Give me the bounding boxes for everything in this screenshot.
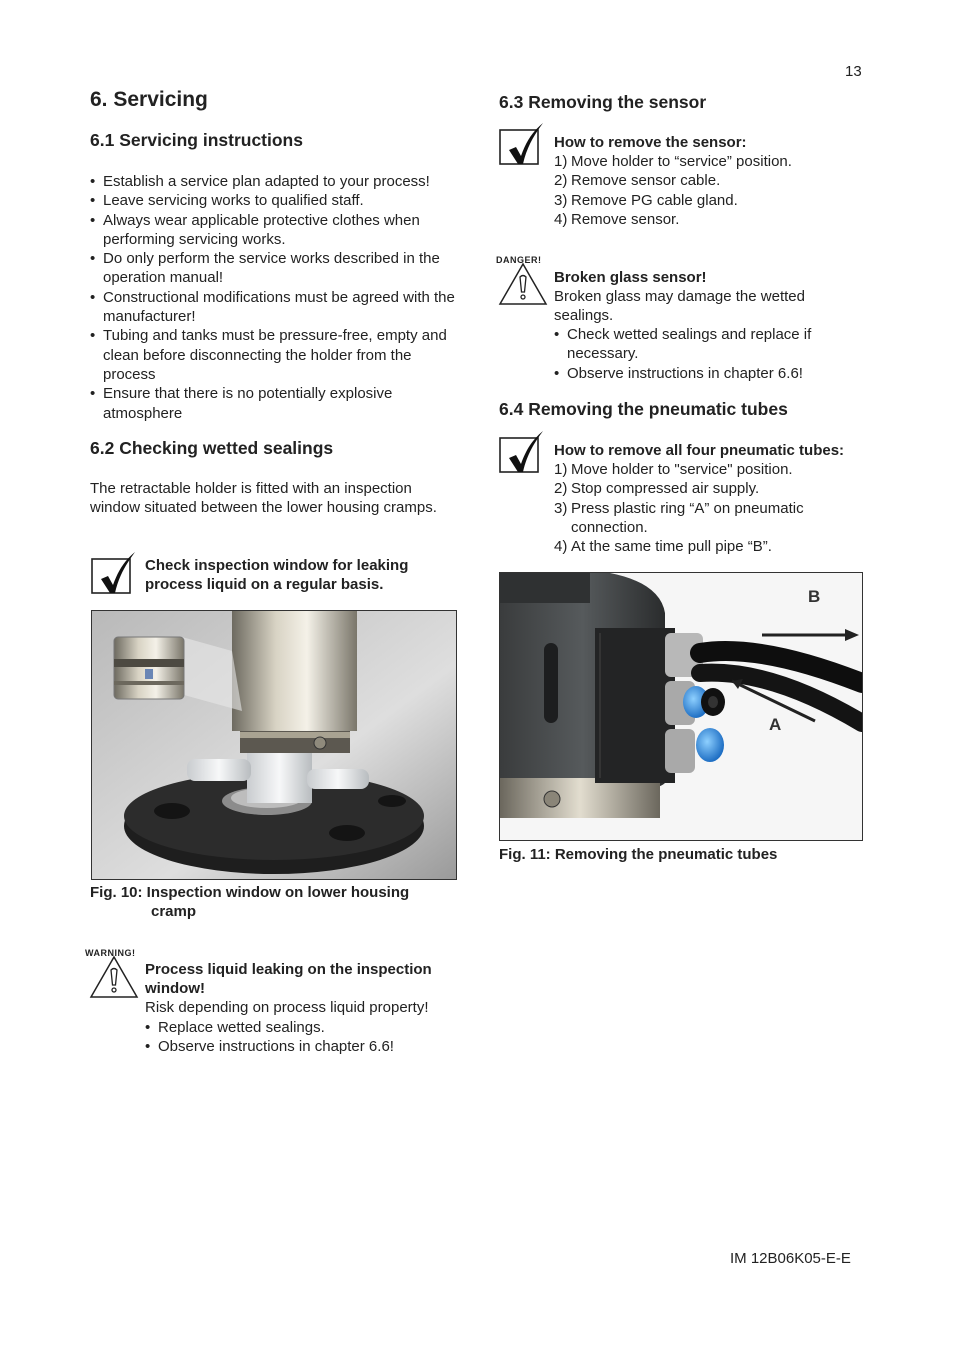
list-item: • Tubing and tanks must be pressure-free, empty and clean before disconnecting the holder from the process — [90, 326, 455, 384]
pneumatic-tubes-photo — [499, 572, 863, 841]
document-code: IM 12B06K05-E-E — [730, 1250, 851, 1267]
list-item: 4) At the same time pull pipe “B”. — [554, 538, 772, 556]
list-item: • Observe instructions in chapter 6.6! — [145, 1037, 455, 1056]
danger-title: Broken glass sensor! — [554, 269, 707, 286]
list-item: 4) Remove sensor. — [554, 210, 680, 228]
checkmark-icon — [499, 430, 545, 474]
remove-sensor-steps — [554, 152, 854, 229]
section-title: 6. Servicing — [90, 88, 208, 111]
warning-body: Risk depending on process liquid property! — [145, 999, 429, 1016]
list-item: 2) Remove sensor cable. — [554, 172, 721, 190]
remove-sensor-title: How to remove the sensor: — [554, 134, 747, 151]
label-b: B — [808, 587, 821, 606]
danger-triangle-icon — [498, 262, 548, 306]
fig10-caption: Fig. 10: Inspection window on lower housing — [90, 884, 410, 901]
inspection-window-photo — [91, 610, 457, 880]
remove-tubes-steps — [554, 460, 839, 556]
inspection-window-paragraph: The retractable holder is fitted with an inspection window situated between the lower housing cramps. — [90, 480, 437, 517]
inspection-note: Check inspection window for leaking process liquid on a regular basis. — [145, 557, 409, 594]
fig10-caption-cont: cramp — [151, 903, 197, 920]
list-item: • Observe instructions in chapter 6.6! — [554, 364, 844, 383]
checkmark-icon — [499, 122, 545, 166]
list-item: • Do only perform the service works described in the operation manual! — [90, 249, 455, 288]
warning-actions-list — [145, 1018, 455, 1057]
danger-tag: DANGER! — [496, 255, 542, 265]
list-item: • Leave servicing works to qualified staff. — [90, 191, 455, 210]
label-a: A — [769, 715, 782, 734]
danger-body: Broken glass may damage the wetted sealings. — [554, 288, 805, 325]
heading-6-3: 6.3 Removing the sensor — [499, 92, 707, 112]
list-item: • Constructional modifications must be agreed with the manufacturer! — [90, 288, 455, 327]
fig11-caption: Fig. 11: Removing the pneumatic tubes — [499, 846, 778, 863]
page-number: 13 — [845, 63, 862, 80]
list-item: 1) Move holder to "service" position. — [554, 461, 793, 478]
heading-6-2: 6.2 Checking wetted sealings — [90, 438, 334, 458]
checkmark-icon — [91, 551, 137, 595]
danger-actions-list — [554, 325, 844, 383]
warning-title: Process liquid leaking on the inspection window! — [145, 961, 432, 998]
list-item: • Establish a service plan adapted to your process! — [90, 172, 455, 191]
warning-tag: WARNING! — [85, 948, 136, 958]
list-item: 3) Press plastic ring “A” on pneumatic connection. — [554, 499, 804, 536]
list-item: 2) Stop compressed air supply. — [554, 480, 760, 498]
heading-6-4: 6.4 Removing the pneumatic tubes — [499, 399, 788, 419]
list-item: • Check wetted sealings and replace if necessary. — [554, 325, 844, 364]
servicing-instructions-list — [90, 172, 455, 423]
list-item: 1) Move holder to “service” position. — [554, 153, 792, 170]
list-item: • Always wear applicable protective clothes when performing servicing works. — [90, 211, 455, 250]
heading-6-1: 6.1 Servicing instructions — [90, 130, 303, 150]
list-item: • Replace wetted sealings. — [145, 1018, 455, 1037]
remove-tubes-title: How to remove all four pneumatic tubes: — [554, 442, 845, 459]
warning-triangle-icon — [89, 955, 139, 999]
list-item: • Ensure that there is no potentially explosive atmosphere — [90, 384, 455, 423]
list-item: 3) Remove PG cable gland. — [554, 191, 738, 209]
